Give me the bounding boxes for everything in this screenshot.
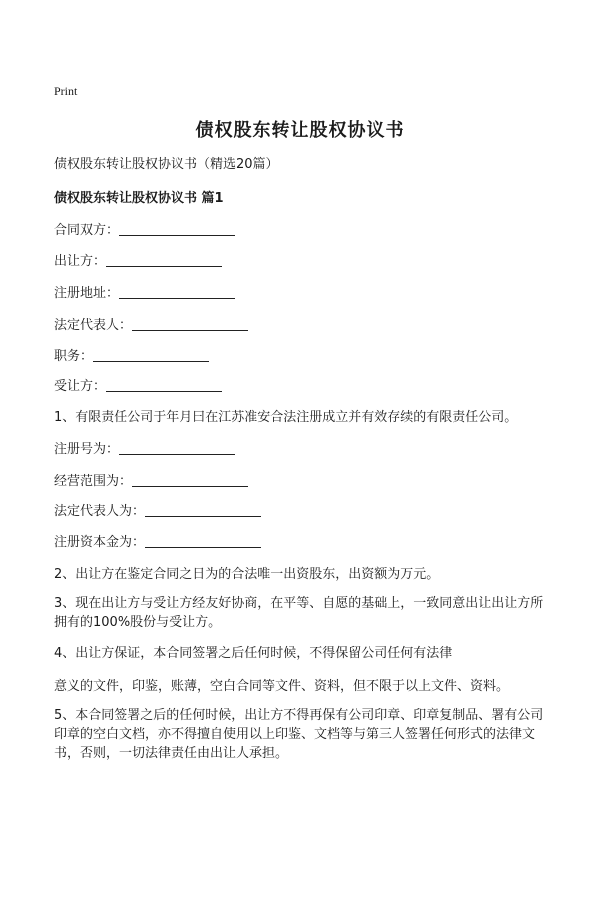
- blank-line: [132, 318, 248, 331]
- clause-5: 5、本合同签署之后的任何时候，出让方不得再保有公司印章、印章复制品、署有公司印章的空白文档，亦不得擅自使用以上印鉴、文档等与第三人签署任何形式的法律文书，否则，一切法律责任由出让人承担。: [54, 708, 544, 761]
- field-legal-representative: [54, 314, 248, 333]
- field-legal-representative-is: [54, 500, 261, 519]
- field-position: [54, 345, 209, 364]
- clause-2: 2、出让方在鉴定合同之日为的合法唯一出资股东，出资额为万元。: [54, 567, 440, 582]
- clause-4-line-1: 4、出让方保证，本合同签署之后任何时候，不得保留公司任何有法律: [54, 646, 453, 661]
- field-label: 注册地址：: [54, 286, 120, 301]
- field-label: 职务：: [54, 349, 94, 364]
- field-label: 法定代表人：: [54, 318, 133, 333]
- blank-line: [93, 349, 209, 362]
- blank-line: [145, 535, 261, 548]
- field-label: 出让方：: [54, 254, 107, 269]
- blank-line: [145, 504, 261, 517]
- clause-4-line-2: 意义的文件，印鉴，账薄，空白合同等文件、资料，但不限于以上文件、资料。: [54, 679, 510, 694]
- blank-line: [106, 254, 222, 267]
- blank-line: [119, 286, 235, 299]
- field-label: 注册资本金为：: [54, 535, 146, 550]
- print-label: Print: [54, 84, 78, 98]
- field-registered-capital: [54, 531, 261, 550]
- field-registered-address: [54, 282, 235, 301]
- field-label: 经营范围为：: [54, 474, 133, 489]
- blank-line: [119, 442, 235, 455]
- collection-title: 债权股东转让股权协议书（精选20篇）: [54, 157, 279, 172]
- blank-line: [132, 474, 248, 487]
- field-label: 合同双方：: [54, 223, 120, 238]
- field-contract-parties: [54, 219, 235, 238]
- clause-1: 1、有限责任公司于年月曰在江苏准安合法注册成立并有效存续的有限责任公司。: [54, 410, 518, 425]
- clause-3: 3、现在出让方与受让方经友好协商，在平等、自愿的基础上，一致同意出让出让方所拥有的100%股份与受让方。: [54, 596, 544, 630]
- field-transferor: [54, 250, 222, 269]
- blank-line: [119, 223, 235, 236]
- blank-line: [106, 379, 222, 392]
- section-heading: 债权股东转让股权协议书 篇1: [54, 191, 224, 206]
- document-title: 债权股东转让股权协议书: [195, 120, 405, 141]
- field-label: 受让方：: [54, 379, 107, 394]
- field-transferee: [54, 375, 222, 394]
- field-registration-number: [54, 438, 235, 457]
- field-label: 法定代表人为：: [54, 504, 146, 519]
- field-business-scope: [54, 470, 248, 489]
- field-label: 注册号为：: [54, 442, 120, 457]
